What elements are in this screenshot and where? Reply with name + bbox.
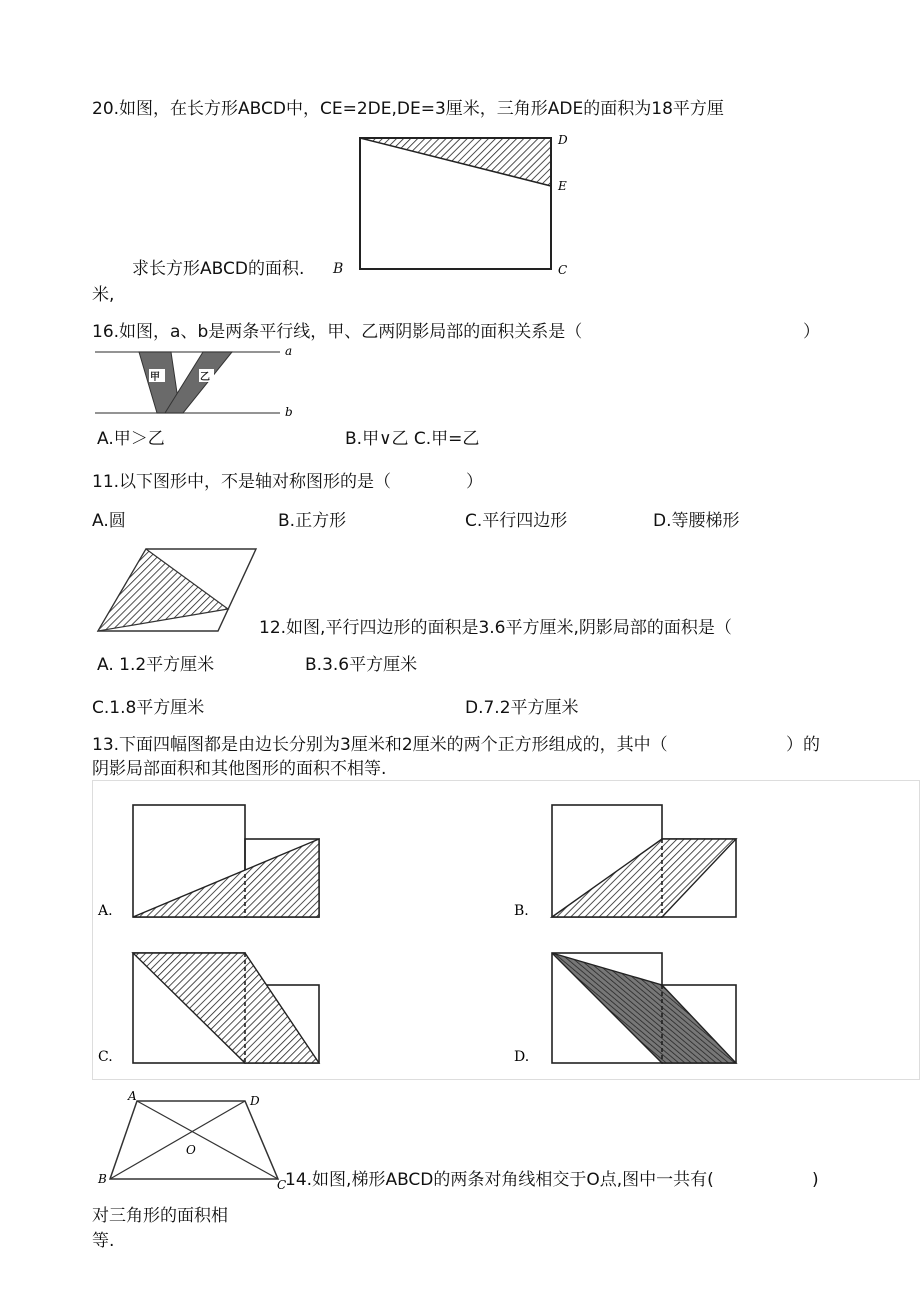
q16-label-a: a [285,344,293,358]
q20-text-line1: 20.如图，在长方形ABCD中，CE=2DE,DE=3厘米，三角形ADE的面积为18平方厘 [92,99,724,119]
q16-option-bc: B.甲∨乙 C.甲=乙 [345,429,480,449]
q20-rectangle-figure [355,130,585,280]
q20-label-e: E [558,179,567,193]
q16-parallel-lines-figure [95,343,305,423]
q13-line2: 阴影局部面积和其他图形的面积不相等. [92,759,387,779]
q20-text-line2: 求长方形ABCD的面积. [132,259,305,279]
q11-question: 11.以下图形中，不是轴对称图形的是（ [92,472,392,492]
q13-line1-end: ）的 [786,735,820,755]
q14-line3: 等. [92,1231,115,1251]
q11-option-a: A.圆 [92,511,126,531]
q16-close-paren: ） [803,322,820,342]
q20-label-d: D [558,133,568,147]
q14-line2: 对三角形的面积相 [92,1206,228,1226]
q14-label-o: O [186,1143,196,1157]
q13-figure-a [97,805,319,919]
q14-label-c: C [277,1178,287,1192]
q11-option-d: D.等腰梯形 [653,511,740,531]
q14-trapezoid-figure [95,1089,295,1193]
q13-line1: 13.下面四幅图都是由边长分别为3厘米和2厘米的两个正方形组成的，其中（ [92,735,668,755]
q13-figures-panel [92,780,920,1080]
q11-option-c: C.平行四边形 [465,511,568,531]
q12-option-b: B.3.6平方厘米 [305,655,418,675]
q12-parallelogram-figure [96,547,261,637]
q14-label-a: A [128,1089,137,1103]
q13-figure-d [514,953,736,1065]
q14-label-b: B [98,1172,107,1186]
q12-question: 12.如图,平行四边形的面积是3.6平方厘米,阴影局部的面积是（ [259,618,732,638]
q20-text-line3: 米, [92,285,115,305]
q16-option-a: A.甲＞乙 [97,429,165,449]
q11-option-b: B.正方形 [278,511,347,531]
q13-label-b: B. [514,903,529,919]
q20-label-b: B [333,261,344,277]
q11-close-paren: ） [466,472,483,492]
q16-label-yi: 乙 [200,372,210,383]
q16-label-jia: 甲 [150,372,160,383]
q14-label-d: D [250,1094,260,1108]
q13-label-c: C. [98,1049,113,1065]
q13-label-a: A. [98,903,113,919]
q13-label-d: D. [514,1049,530,1065]
q20-label-c: C [558,263,568,277]
q12-option-d: D.7.2平方厘米 [465,698,579,718]
q16-question: 16.如图，a、b是两条平行线，甲、乙两阴影局部的面积关系是（ [92,322,583,342]
q14-close-paren: ) [812,1170,819,1190]
q12-option-c: C.1.8平方厘米 [92,698,205,718]
q13-figure-b [514,805,736,919]
q13-figure-c [98,953,319,1065]
q12-option-a: A. 1.2平方厘米 [97,655,215,675]
q16-label-b: b [285,405,293,419]
q14-question: 14.如图,梯形ABCD的两条对角线相交于O点,图中一共有( [285,1170,714,1190]
